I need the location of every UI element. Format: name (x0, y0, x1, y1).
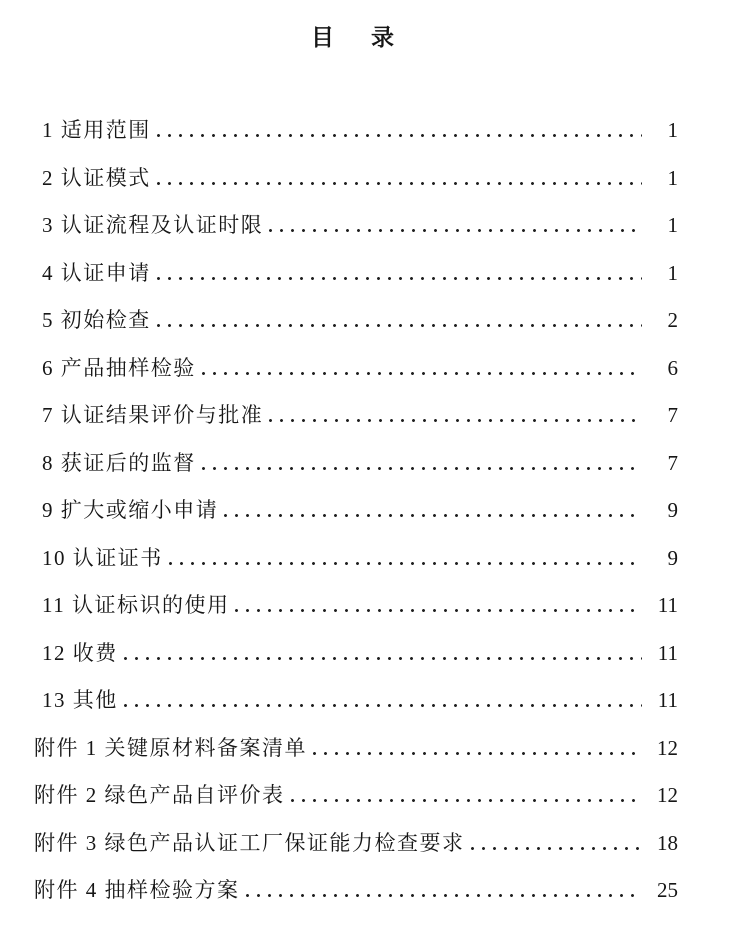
toc-entry (34, 155, 678, 203)
toc-entry-label: 1 适用范围 (42, 118, 151, 142)
toc-entry (34, 487, 678, 535)
toc-entry-label: 附件 2 绿色产品自评价表 (34, 783, 285, 807)
dot-leader (124, 704, 642, 707)
toc-entry-page: 7 (667, 450, 678, 475)
toc-entry (34, 250, 678, 298)
toc-entry-page: 1 (667, 118, 678, 142)
dot-leader (235, 609, 642, 612)
dot-leader (313, 752, 642, 755)
toc-entry-label: 13 其他 (42, 688, 118, 712)
dot-leader (202, 467, 642, 470)
toc-entry (34, 345, 678, 393)
toc-entry (34, 725, 678, 773)
dot-leader (269, 419, 642, 422)
toc-entry (34, 392, 678, 440)
toc-entry-page: 12 (657, 783, 678, 807)
toc-entry-label: 附件 3 绿色产品认证工厂保证能力检查要求 (34, 830, 465, 855)
toc-entry-label: 2 认证模式 (42, 165, 151, 190)
dot-leader (157, 134, 642, 137)
dot-leader (291, 799, 643, 802)
toc-entry-label: 4 认证申请 (42, 260, 151, 285)
dot-leader (169, 562, 642, 565)
toc-entry (34, 867, 678, 915)
dot-leader (124, 657, 642, 660)
toc-entry-label: 5 初始检查 (42, 308, 151, 332)
dot-leader (246, 894, 643, 897)
toc-entry-page: 7 (667, 403, 678, 427)
toc-entry (34, 820, 678, 868)
toc-entry-page: 11 (657, 593, 678, 617)
toc-entry-page: 1 (667, 260, 678, 285)
dot-leader (202, 372, 642, 375)
table-of-contents (34, 107, 678, 915)
toc-entry-page: 11 (657, 688, 678, 712)
toc-entry (34, 677, 678, 725)
page-title: 目 录 (311, 25, 401, 50)
toc-entry-label: 7 认证结果评价与批准 (42, 403, 264, 427)
toc-entry-page: 1 (667, 213, 678, 237)
toc-entry-label: 6 产品抽样检验 (42, 355, 196, 380)
toc-entry-page: 11 (657, 640, 678, 665)
dot-leader (157, 277, 642, 280)
dot-leader (224, 514, 642, 517)
toc-entry (34, 107, 678, 155)
toc-entry (34, 440, 678, 488)
toc-entry-label: 9 扩大或缩小申请 (42, 498, 219, 522)
toc-entry-page: 25 (657, 878, 678, 902)
toc-entry-label: 12 收费 (42, 640, 118, 665)
toc-entry (34, 202, 678, 250)
dot-leader (157, 324, 642, 327)
toc-entry (34, 535, 678, 583)
toc-entry-page: 2 (667, 308, 678, 332)
toc-entry (34, 582, 678, 630)
toc-entry (34, 772, 678, 820)
toc-entry-label: 附件 1 关键原材料备案清单 (34, 735, 307, 760)
toc-entry-page: 9 (667, 545, 678, 570)
toc-entry-label: 11 认证标识的使用 (42, 593, 230, 617)
toc-entry-page: 6 (667, 355, 678, 380)
dot-leader (157, 182, 642, 185)
toc-entry-page: 18 (657, 830, 678, 855)
toc-entry-label: 附件 4 抽样检验方案 (34, 878, 240, 902)
toc-entry-page: 1 (667, 165, 678, 190)
toc-entry-page: 12 (657, 735, 678, 760)
toc-entry-page: 9 (667, 498, 678, 522)
toc-entry (34, 297, 678, 345)
toc-entry-label: 10 认证证书 (42, 545, 163, 570)
dot-leader (471, 847, 643, 850)
toc-entry (34, 630, 678, 678)
toc-entry-label: 3 认证流程及认证时限 (42, 213, 264, 237)
dot-leader (269, 229, 642, 232)
toc-entry-label: 8 获证后的监督 (42, 450, 196, 475)
